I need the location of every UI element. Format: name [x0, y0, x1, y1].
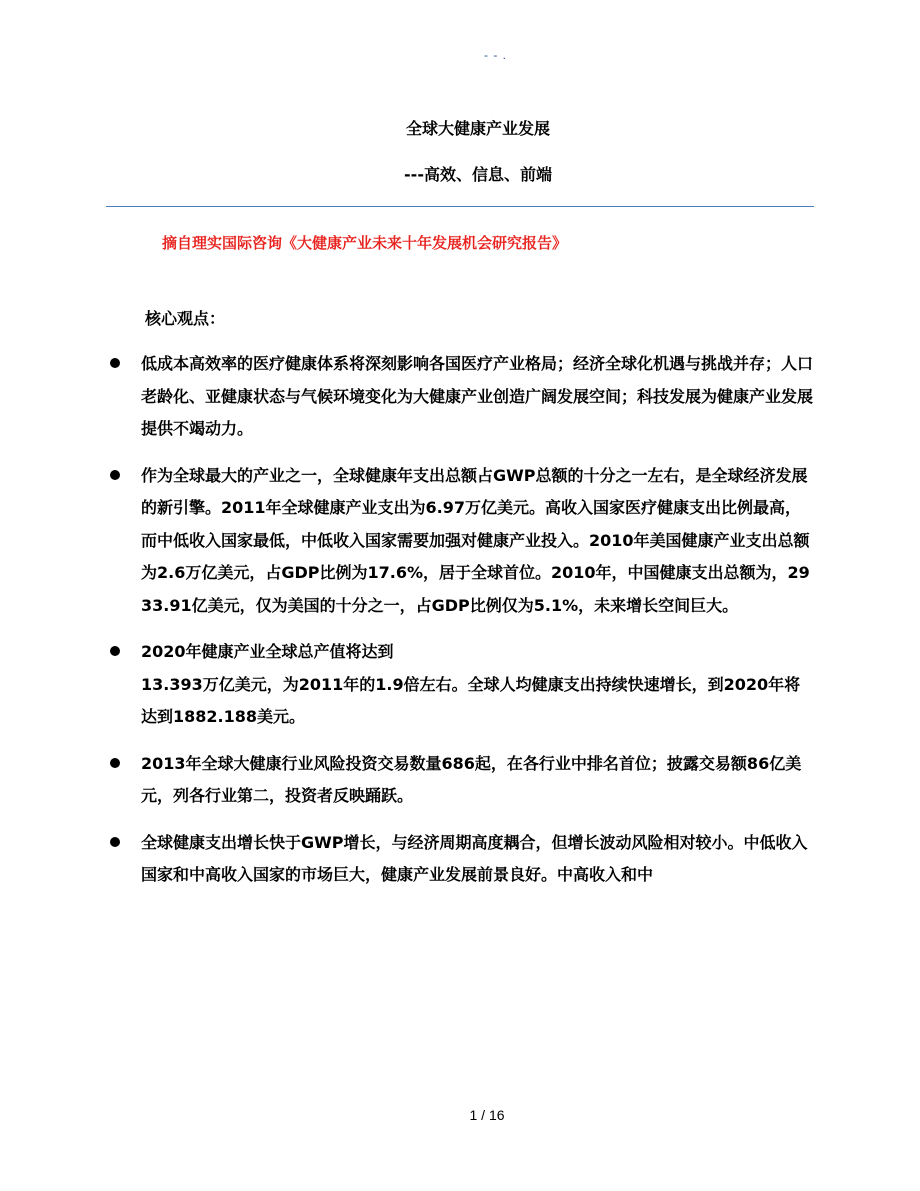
list-item-text: 低成本高效率的医疗健康体系将深刻影响各国医疗产业格局；经济全球化机遇与挑战并存；人口老龄化、亚健康状态与气候环境变化为大健康产业创造广阔发展空间；科技发展为健康产业发展提供不竭动力。: [141, 354, 814, 438]
list-item: [105, 348, 815, 446]
title-divider: [106, 206, 814, 207]
list-item: [105, 460, 815, 623]
list-item-text: 13.393万亿美元，为2011年的1.9倍左右。全球人均健康支出持续快速增长，到2020年将达到1882.188美元。: [141, 674, 801, 726]
page-number: 1 / 16: [469, 1107, 505, 1123]
core-points-heading: 核心观点：: [145, 309, 226, 328]
list-item: [105, 636, 815, 734]
bullet-dot-icon: [110, 470, 120, 480]
bullet-dot-icon: [110, 758, 120, 768]
list-item-first-line: 2020年健康产业全球总产值将达到: [141, 642, 394, 661]
document-title: 全球大健康产业发展: [405, 119, 550, 138]
bullet-dot-icon: [110, 646, 120, 656]
core-points-list: [105, 348, 815, 906]
bullet-dot-icon: [110, 837, 120, 847]
list-item-text: 2013年全球大健康行业风险投资交易数量686起，在各行业中排名首位；披露交易额86亿美元，列各行业第二，投资者反映踊跃。: [141, 753, 802, 805]
list-item-text: 作为全球最大的产业之一，全球健康年支出总额占GWP总额的十分之一左右，是全球经济发展的新引擎。2011年全球健康产业支出为6.97万亿美元。高收入国家医疗健康支出比例最高，而中低收入国家最低，中低收入国家需要加强对健康产业投入。2010年美国健康产业支出总额为2.6万亿美元，占GDP比例为17.6%，居于全球首位。2010年，中国健康支出总额为，2933.91亿美元，仅为美国的十分之一，占GDP比例仅为5.1%，未来增长空间巨大。: [141, 465, 810, 615]
source-citation: 摘自理实国际咨询《大健康产业未来十年发展机会研究报告》: [162, 234, 568, 252]
list-item-text: 全球健康支出增长快于GWP增长，与经济周期高度耦合，但增长波动风险相对较小。中低收入国家和中高收入国家的市场巨大，健康产业发展前景良好。中高收入和中: [141, 832, 808, 884]
list-item: [105, 748, 815, 813]
bullet-dot-icon: [110, 358, 120, 368]
document-subtitle: ---高效、信息、前端: [404, 165, 552, 184]
list-item: [105, 827, 815, 892]
header-mark: - - .: [484, 48, 507, 62]
